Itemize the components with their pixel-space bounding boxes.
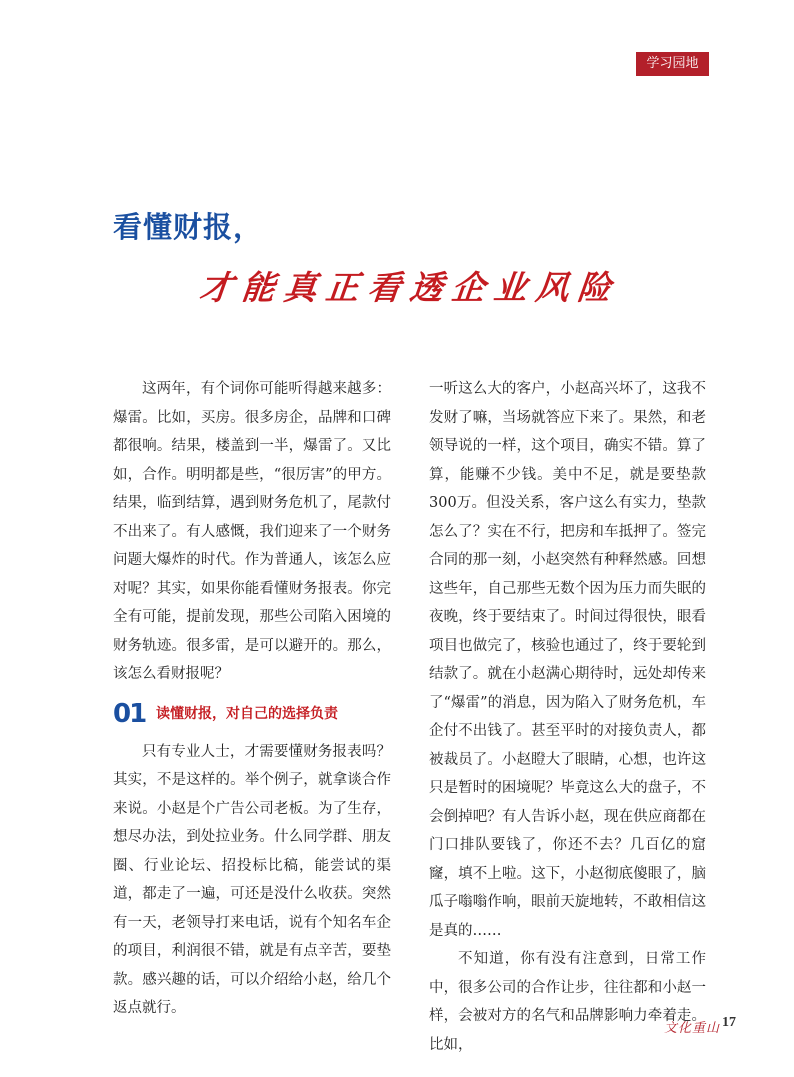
intro-paragraph: 这两年，有个词你可能听得越来越多：爆雷。比如，买房。很多房企，品牌和口碑都很响。结果，楼盖到一半，爆雷了。又比如，合作。明明都是些，“很厉害”的甲方。结果，临到结算，遇到财务危机了，尾款付不出来了。有人感慨，我们迎来了一个财务问题大爆炸的时代。作为普通人，该怎么应对呢？其实，如果你能看懂财务报表。你完全有可能，提前发现，那些公司陷入困境的财务轨迹。很多雷，是可以避开的。那么，该怎么看财报呢？ (113, 381, 391, 682)
section-tag: 学习园地 (636, 52, 709, 76)
magazine-logo: 文化重山 (664, 1021, 721, 1036)
left-column (113, 375, 391, 1023)
continued-paragraph: 一听这么大的客户，小赵高兴坏了，这我不发财了嘛，当场就答应下来了。果然，和老领导说的一样，这个项目，确实不错。算了算，能赚不少钱。美中不足，就是要垫款300万。但没关系，客户这么有实力，垫款怎么了？实在不行，把房和车抵押了。签完合同的那一刻，小赵突然有种释然感。回想这些年，自己那些无数个因为压力而失眠的夜晚，终于要结束了。时间过得很快，眼看项目也做完了，核验也通过了，终于要轮到结款了。就在小赵满心期待时，远处却传来了“爆雷”的消息，因为陷入了财务危机，车企付不出钱了。甚至平时的对接负责人，都被裁员了。小赵瞪大了眼睛，心想，也许这只是暂时的困境呢？毕竟这么大的盘子，不会倒掉吧？有人告诉小赵，现在供应商都在门口排队要钱了，你还不去？几百亿的窟窿，填不上啦。这下，小赵彻底傻眼了，脑瓜子嗡嗡作响，眼前天旋地转，不敢相信这是真的…… (429, 381, 706, 939)
page-number: 17 (722, 1015, 736, 1030)
article-title-line2: 才能真正看透企业风险 (197, 268, 622, 307)
article-title-line1: 看懂财报， (113, 210, 264, 244)
section-paragraph: 只有专业人士，才需要懂财务报表吗？其实，不是这样的。举个例子，就拿谈合作来说。小赵是个广告公司老板。为了生存，想尽办法，到处拉业务。什么同学群、朋友圈、行业论坛、招投标比稿，能尝试的渠道，都走了一遍，可还是没什么收获。突然有一天，老领导打来电话，说有个知名车企的项目，利润很不错，就是有点辛苦，要垫款。感兴趣的话，可以介绍给小赵，给几个返点就行。 (113, 743, 391, 1016)
section-heading (113, 695, 391, 735)
section-title: 读懂财报，对自己的选择负责 (156, 706, 338, 723)
section-number: 01 (113, 699, 146, 730)
right-column (429, 375, 706, 1059)
next-paragraph: 不知道，你有没有注意到，日常工作中，很多公司的合作让步，往往都和小赵一样，会被对方的名气和品牌影响力牵着走。比如， (429, 951, 706, 1053)
